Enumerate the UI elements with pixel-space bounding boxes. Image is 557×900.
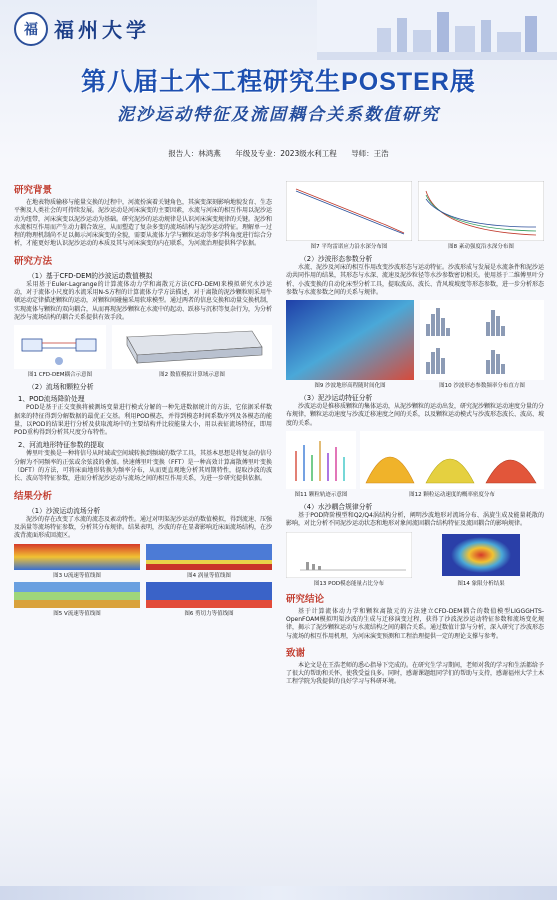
figure-4-caption: 图4 涡量等值线图 <box>187 572 231 579</box>
section-title-background: 研究背景 <box>14 185 53 196</box>
figure-1 <box>14 325 106 378</box>
poster-header <box>0 0 557 160</box>
u-velocity-contour <box>14 544 140 570</box>
method-item-terrain: 2、河流地形特征参数的提取 <box>18 441 104 450</box>
thanks-text: 本论文是在王浩老师的悉心指导下完成的。在研究生学习期间，老师对我的学习和生活都给予了很大的帮助和关怀，使我受益良多。同时，感谢课题组同学们的帮助与支持，感谢福州大学土木工程学院为我提供的良好学习与科研环境。 <box>286 661 545 686</box>
figure-7-caption: 图7 平均雷诺应力沿水深分布图 <box>310 244 388 250</box>
v-velocity-contour <box>14 582 140 608</box>
result-subtitle-3: （3）泥沙运动特征分析 <box>300 394 373 403</box>
morphology-histograms <box>420 300 544 380</box>
figure-2-caption: 图2 数值模拟计算域示意图 <box>159 372 225 379</box>
figure-row-13-14 <box>286 532 544 587</box>
poster-subtitle: 泥沙运动特征及流固耦合关系数值研究 <box>117 105 440 125</box>
particle-trajectory-plot <box>286 431 356 489</box>
background-text: 在地表物质输移与能量交换的过程中，河流扮演着关键角色，其演变深刻影响地貌发育、生态平衡及人类社会的可持续发展。泥沙运动是河床演变的主要因素，水流与河床的相互作用以泥沙运动为纽带，河床演变以泥沙运动为基础。研究泥沙的运动规律是认识河床演变规律的关键。泥沙和水流相互作用而产生动力耦合效应，从而塑造了复杂多变的流场结构与泥沙运动特征。理解单一过程的物理机制尚不足以揭示河床演变的全貌，需要从流体力学与颗粒运动等多学科角度进行综合分析，才能更好地认识泥沙运动的本质及其与河床演变的内在联系，为河流治理提供科学依据。 <box>14 199 273 248</box>
figure-11-caption: 图11 颗粒轨迹示意图 <box>294 492 348 499</box>
figure-12 <box>360 431 544 498</box>
figure-5 <box>14 582 140 617</box>
computational-domain-diagram <box>112 325 272 369</box>
figure-7 <box>286 181 412 250</box>
result-subtitle-1: （1）沙波运动流场分析 <box>28 506 101 515</box>
figure-5-caption: 图5 V流速等值线图 <box>53 610 101 617</box>
section-title-results: 结果分析 <box>14 490 53 502</box>
quadrant-analysis-plot <box>418 532 544 578</box>
figure-row-5-6 <box>14 582 272 617</box>
velocity-pdf-plots <box>360 431 544 489</box>
result-text-2: 水流、泥沙及河床的相互作用改变沙波形态与运动特征。沙波形成与发展是水流条件和泥沙运动共同作用的结果，其形态与水深、流速及泥沙粒径等水沙参数密切相关。使用基于二维傅里叶分析、小波变换的自动化床型分析工具，提取波高、波长、背风坡坡度等形态参数，进一步分析形态参数与水流参数之间的关系与规律。 <box>286 264 545 296</box>
advisor: 导师：王浩 <box>351 149 389 158</box>
figure-14 <box>418 532 544 587</box>
figure-row-1-2 <box>14 325 272 378</box>
cfd-dem-diagram <box>14 325 106 369</box>
result-text-1: 泥沙的存在改变了水流的流态及紊动特性。通过对明渠泥沙运动的数值模拟，得到流速、压强及涡量等流场特征参数，分析其分布规律。结果表明，沙波的存在显著影响近床面流场结构，在沙波背流面形成回流区。 <box>14 515 273 540</box>
grade-major: 年级及专业：2023级水利工程 <box>235 149 337 158</box>
reynolds-stress-plot <box>286 181 412 241</box>
pod-text: POD是基于正交变换将被测场变量进行模式分解的一种先进数据统计的方法，它依据采样数据来的特征得到分解数据的最优正交基。利用POD模态，并得到模态时间系数序列及各模态的能量，以POD的结果进行分析及获取流场中的主要结构并比较能量大小，用以表征流场特征，即用POD重构得到分析其尺度分布特性。 <box>14 404 272 437</box>
figure-10-caption: 图10 沙波形态参数频率分布直方图 <box>439 383 525 390</box>
author-info <box>0 148 557 159</box>
university-name: 福州大学 <box>54 18 150 42</box>
method-text-1: 采用基于Euler-Lagrange的计算流体动力学和离散元方法(CFD-DEM)来模拟研究水沙运动，对于流体小尺度的水流采用N-S方程的计算流体力学方法描述，对于离散的泥沙颗粒则采用牛顿运动定律描述颗粒的运动，对颗粒间碰撞采用软球模型。通过两者的信息交换和动量交换机制，实现流体与颗粒的双向耦合，从而再现泥沙颗粒在水流中的起动、跃移与沉积等复杂行为，为分析泥沙与流场结构的耦合关系提供有效手段。 <box>14 280 273 321</box>
method-subtitle-1: （1）基于CFD-DEM的沙波运动数值模拟 <box>28 271 153 280</box>
method-subtitle-2: （2）流场和颗粒分析 <box>28 383 94 392</box>
reporter: 报告人：林鸿燕 <box>168 149 221 158</box>
turbulence-intensity-plot <box>418 181 544 241</box>
bed-elevation-heatmap <box>286 300 414 380</box>
figure-1-caption: 图1 CFD-DEM耦合示意图 <box>28 372 92 379</box>
result-text-3: 沙波运动是推移质颗粒的集体运动，从泥沙颗粒的运动出发，研究泥沙颗粒运动速度分量的分布规律，颗粒运动速度与沙波迁移速度之间的关系，以及颗粒运动模式与沙波形态波长、波高、坡度的关系。 <box>286 403 545 427</box>
section-title-thanks: 致谢 <box>286 647 306 659</box>
conclusion-text: 基于计算流体动力学和颗粒离散元的方法建立CFD-DEM耦合的数值模型LIGGGHTS-OpenFOAM模拟明渠沙波的生成与迁移演变过程，获得了沙波泥沙运动特征参数和流场变化规律，揭示了泥沙颗粒运动与水流结构之间的耦合关系。通过数值计算与分析，深入研究了沙波形态与流场的相互作用机理，为河床演变预测和工程治理提供一定的理论支撑与参考。 <box>286 607 545 640</box>
right-column <box>286 178 544 687</box>
terrain-text: 傅里叶变换是一种将信号从时域或空间域转换到频域的数学工具，其基本思想是将复杂的信号分解为不同频率的正弦或余弦波的叠加。快速傅里叶变换（FFT）是一种高效计算离散傅里叶变换（DFT）的方法，可将床面地形转换为频率分布，从而更直观地分析其周期特性，提取沙波的波长、波高等特征参数，进而分析泥沙运动与流场之间的相互作用关系，为进一步研究提供依据。 <box>14 450 273 483</box>
shear-stress-contour <box>146 582 272 608</box>
figure-6-caption: 图6 剪切力等值线图 <box>184 610 234 617</box>
figure-3-caption: 图3 U流速等值线图 <box>53 572 101 579</box>
figure-11 <box>286 431 356 498</box>
result-text-4: 基于POD降阶模型和Q2/Q4涡结构分析，阐明沙波地形对流场分布、涡旋生成及能量耗散的影响，对比分析不同泥沙运动状态和地形对象间流固耦合结构特征及流固耦合的影响规律。 <box>286 512 544 528</box>
campus-skyline-illustration <box>317 0 557 60</box>
figure-row-9-10 <box>286 300 544 389</box>
result-subtitle-2: （2）沙波形态参数分析 <box>300 255 373 263</box>
pod-energy-chart <box>286 532 412 578</box>
figure-row-3-4 <box>14 544 272 579</box>
section-title-method: 研究方法 <box>14 255 53 267</box>
figure-13-caption: 图13 POD模态能量占比分布 <box>313 580 385 587</box>
figure-8-caption: 图8 紊动强度沿水深分布图 <box>448 244 514 250</box>
footer-decoration <box>0 886 557 900</box>
figure-2 <box>112 325 272 378</box>
university-logo: 福 <box>14 12 48 46</box>
section-title-conclusion: 研究结论 <box>286 593 325 605</box>
figure-14-caption: 图14 象限分析结果 <box>457 580 505 587</box>
figure-6 <box>146 582 272 617</box>
figure-9-caption: 图9 沙波地形高程随时间化图 <box>314 383 386 390</box>
figure-12-caption: 图12 颗粒运动速度的概率密度分布 <box>409 492 495 499</box>
figure-10 <box>420 300 544 389</box>
figure-row-11-12 <box>286 431 544 498</box>
figure-13 <box>286 532 412 587</box>
figure-row-7-8 <box>286 181 544 250</box>
figure-9 <box>286 300 414 389</box>
vorticity-contour <box>146 544 272 570</box>
poster-title: 第八届土木工程研究生POSTER展 <box>81 68 476 96</box>
figure-3 <box>14 544 140 579</box>
method-item-pod: 1、POD流场降阶处理 <box>18 395 85 404</box>
figure-8 <box>418 181 544 250</box>
result-subtitle-4: （4）水沙耦合规律分析 <box>300 503 373 512</box>
left-column <box>14 178 272 620</box>
figure-4 <box>146 544 272 579</box>
